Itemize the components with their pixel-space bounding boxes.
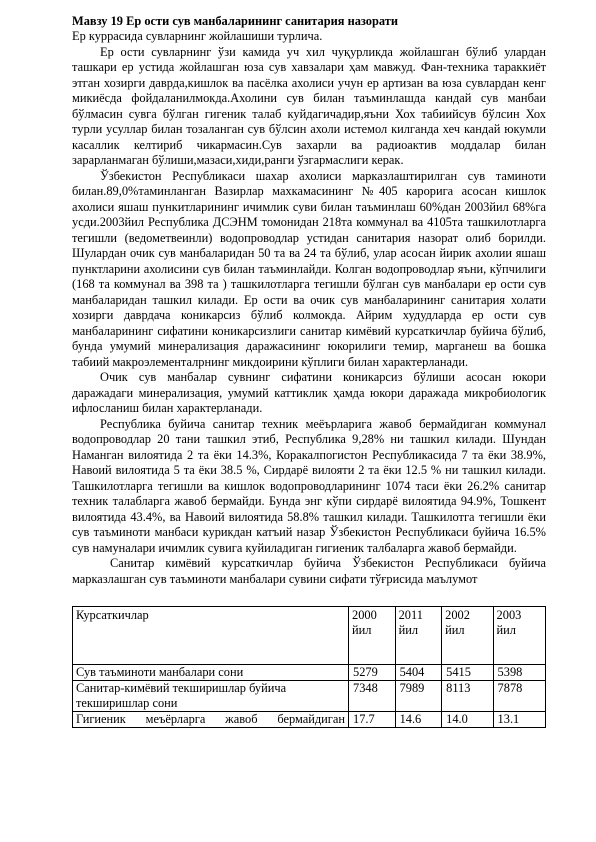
table-header-cell: 2002 йил: [442, 607, 493, 665]
table-cell: 14.6: [395, 712, 442, 728]
paragraph-intro: Ер куррасида сувларнинг жойлашиши турлича.: [72, 29, 323, 43]
table-row: [73, 665, 546, 681]
table-cell: 7878: [493, 681, 545, 712]
table-cell: 14.0: [442, 712, 493, 728]
table-cell: 5279: [349, 665, 396, 681]
table-cell: 5404: [395, 665, 442, 681]
paragraph-water-supply: Ўзбекистон Республикаси шахар ахолиси марказлаштирилган сув таминоти билан.89,0%таминланган Вазирлар махкамасининг №405 карорига асосан кишлок ахолиси яшаш пункитларининг ичимлик суви билан таъминлаш 60%дан 2003йил 68%га усди.2003йил Республика ДСЭНМ томонидан 218та коммунал ва 4105та ташкилотларга тегишли (ведометвеинли) водопроводлар устидан санитария назорат олиб борилди. Шулардан очик сув манбаларидан 50 та ва 24 та бўлиб, улар асосан йирик ахолии яшаш пунктларини ахолисини сув билан таъминлайди. Колган водопроводлар яъни, кўпчилиги (168 та коммунал ва 398 та ) ташкилотларга тегишли бўлган сув манбалари ер ости сув манбаларидан ташкил килади. Ер ости ва очик сув манбаларининг санитария холати хозирги даврдача коникарсиз бўлиб колмокда. Айрим худудларда ер ости сув манбаларининг сифатини коникарсизлиги санитар кимёвий курсаткичлар буйича бўлиб, бунда умумий минерализация даражасининг юкорилиги темир, марганеш ва бошка табиий макроэлементалрнинг микдоирини кўплиги билан характерланади.: [72, 168, 546, 369]
table-cell: 8113: [442, 681, 493, 712]
table-cell: Гигиеник меъёрларга жавоб бермайдиган: [73, 712, 349, 728]
paragraph-table-caption: Санитар кимёвий курсаткичлар буйича Ўзбекистон Республикаси буйича марказлашган сув таъминоти манбалари сувини сифати тўғрисида маълумот: [72, 556, 546, 586]
table-row: [73, 712, 546, 728]
table-header-cell: 2003 йил: [493, 607, 545, 665]
indicators-table: [72, 606, 546, 728]
table-cell: 7348: [349, 681, 396, 712]
table-cell: 5415: [442, 665, 493, 681]
table-row: [73, 681, 546, 712]
table-cell: 13.1: [493, 712, 545, 728]
table-cell: Санитар-кимёвий текширишлар буйича текширишлар сони: [73, 681, 349, 712]
page-title: Мавзу 19 Ер ости сув манбаларининг санитария назорати: [72, 14, 398, 28]
paragraph-statistics: Республика буйича санитар техник меёърларига жавоб бермайдиган коммунал водопроводлар 20 тани ташкил этиб, Республика 9,28% ни ташкил килади. Шундан Наманган вилоятида 2 та ёки 14.3%, Коракалпогистон Республикасида 7 та ёки 38.9%, Навоий вилоятида 5 та ёки 38.5 %, Сирдарё вилояти 2 та ёки 12.5 % ни ташкил килади. Ташкилотларга тегишли ва кишлок водопроводларининг 1074 таси ёки 26.2% санитар техник талабларга жавоб бермайди. Бунда энг кўпи сирдарё вилоятида 94.9%, Тошкент вилоятида 43.4%, ва Навоий вилоятида 58.8% ташкил килади. Ташкилотга тегишли ёки сув таъминоти манбаси курикдан катъий назар Ўзбекистон Республикаси буйича 16.5% сув намуналари ичимлик сувига куйиладиган гигиеник талбаларга жавоб бермайди.: [72, 416, 546, 555]
table-header-row: [73, 607, 546, 665]
document-page: [72, 14, 546, 728]
paragraph-open-sources: Очик сув манбалар сувнинг сифатини коникарсиз бўлиши асосан юкори даражадаги минерализация, умумий каттиклик ҳамда юкори даражада микробиологик ифлосланиш билан характерланади.: [72, 370, 546, 415]
table-cell: 7989: [395, 681, 442, 712]
table-header-cell: 2011 йил: [395, 607, 442, 665]
paragraph-groundwater: Ер ости сувларнинг ўзи камида уч хил чуқурликда жойлашган бўлиб улардан ташкари ер устида жойлашган юза сув хавзалари ҳам мавжуд. Фан-техника тараккиёт этган хозирги даврда,кишлок ва пасёлка ахолиси учун ер артизан ва юза сувлардан кенг микиёсда фойдаланилмокда.Ахолини сув билан таъминлашда кандай сув манбаи бўлмасин сувга бўлган гигеник талаб куйдагичадир,яъни Хох табиийсув бўлсин Хох турли усуллар билан тозаланган сув бўлсин ахоли истемол килганда хеч кандай юкумли касаллик келтириб чикармасин.Сув захарли ва радиоактив моддалар билан зарарланмаган бўлиши,мазаси,хиди,ранги ўзгармаслиги керак.: [72, 44, 546, 167]
table-header-cell: 2000 йил: [349, 607, 396, 665]
table-header-cell: Курсаткичлар: [73, 607, 349, 665]
table-cell: 17.7: [349, 712, 396, 728]
table-cell: Сув таъминоти манбалари сони: [73, 665, 349, 681]
table-cell: 5398: [493, 665, 545, 681]
